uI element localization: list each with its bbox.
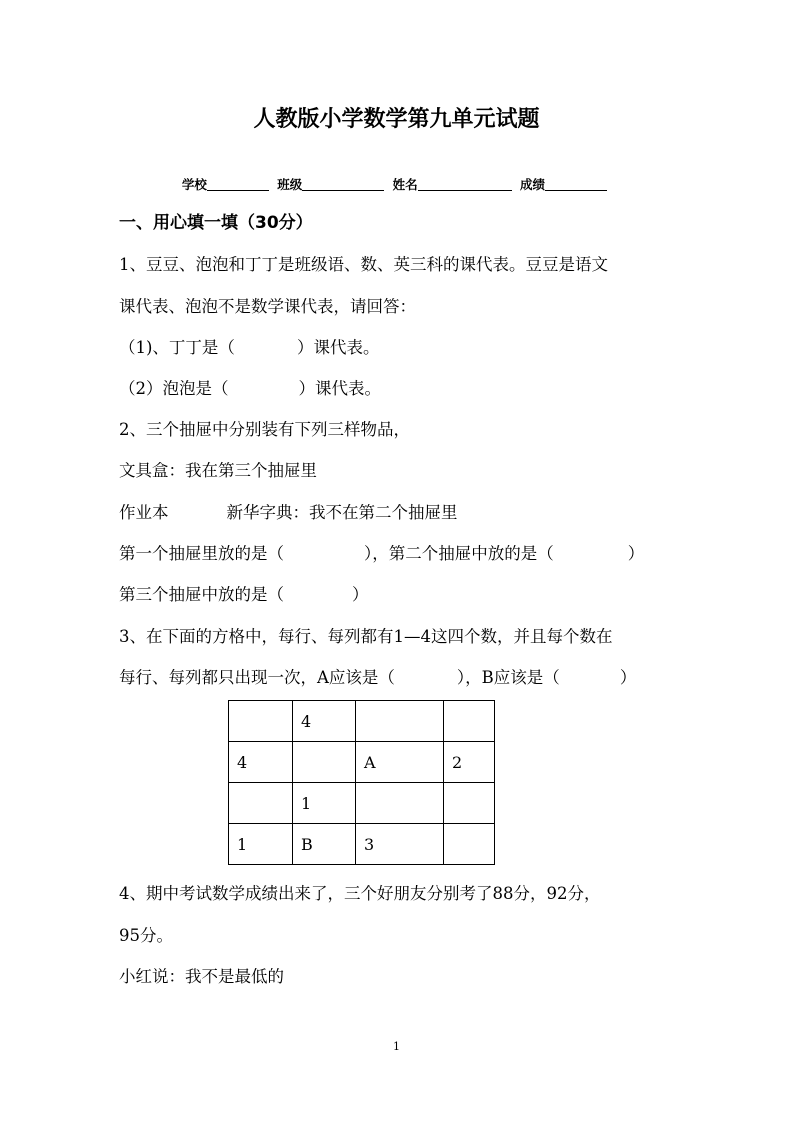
grid-cell [356,783,444,824]
grid-cell [293,742,356,783]
q2-item-dictionary: 新华字典：我不在第二个抽屉里 [226,503,458,522]
q3-b-prefix: ），B应该是（ [456,668,560,687]
q1-sub1-suffix: ）课代表。 [296,338,380,357]
q2-drawer3-suffix: ） [352,585,369,604]
school-blank[interactable] [207,178,269,191]
q1-sub2-prefix: （2）泡泡是（ [119,379,229,398]
q1-sub2-suffix: ）课代表。 [298,379,381,398]
q2-item-workbook: 作业本 [119,503,169,522]
grid-cell: 1 [229,824,293,865]
q1-line-2: 课代表、泡泡不是数学课代表，请回答： [119,297,416,316]
grid-row [229,701,495,742]
grid-row [229,742,495,783]
q2-line-4 [119,543,644,565]
page-number: 1 [393,1040,400,1053]
q2-line-5 [119,584,369,606]
number-grid [228,700,495,865]
grid-cell: B [293,824,356,865]
grid-cell [229,783,293,824]
q3-b-suffix: ） [619,668,637,687]
q2-line-1: 2、三个抽屉中分别装有下列三样物品， [119,420,410,439]
grid-row [229,824,495,865]
school-label: 学校 [181,177,207,192]
q2-drawer2-prefix: ），第二个抽屉中放的是（ [364,544,554,563]
q2-line-3 [119,502,458,524]
q3-a-prefix: 每行、每列都只出现一次，A应该是（ [119,668,395,687]
score-label: 成绩 [520,177,546,192]
q4-line-3: 小红说：我不是最低的 [119,967,284,986]
class-blank[interactable] [302,178,384,191]
q3-line-2 [119,667,636,689]
grid-cell [444,824,495,865]
q2-line-2: 文具盒：我在第三个抽屉里 [119,461,317,480]
name-blank[interactable] [418,178,512,191]
grid-cell [229,701,293,742]
q2-drawer3-prefix: 第三个抽屉中放的是（ [119,585,284,604]
grid-cell: 4 [229,742,293,783]
q1-sub-1 [119,337,379,359]
score-blank[interactable] [545,178,607,191]
q4-line-2: 95分。 [119,926,173,945]
grid-cell [444,783,495,824]
grid-cell: 4 [293,701,356,742]
grid-cell [444,701,495,742]
section-heading: 一、用心填一填（30分） [119,213,313,233]
q1-line-1: 1、豆豆、泡泡和丁丁是班级语、数、英三科的课代表。豆豆是语文 [119,255,608,274]
q1-sub-2 [119,378,381,400]
q3-line-1: 3、在下面的方格中，每行、每列都有1—4这四个数，并且每个数在 [119,627,613,646]
grid-cell [356,701,444,742]
q2-drawer2-suffix: ） [627,544,645,563]
grid-cell: A [356,742,444,783]
grid-row [229,783,495,824]
grid-cell: 3 [356,824,444,865]
q4-line-1: 4、期中考试数学成绩出来了，三个好朋友分别考了88分，92分， [119,884,601,903]
grid-cell: 1 [293,783,356,824]
page-title: 人教版小学数学第九单元试题 [253,107,540,132]
student-info-row [0,175,793,193]
name-label: 姓名 [392,177,418,192]
q1-sub1-prefix: （1)、丁丁是（ [119,338,235,357]
q2-drawer1-prefix: 第一个抽屉里放的是（ [119,544,284,563]
class-label: 班级 [277,177,303,192]
grid-cell: 2 [444,742,495,783]
